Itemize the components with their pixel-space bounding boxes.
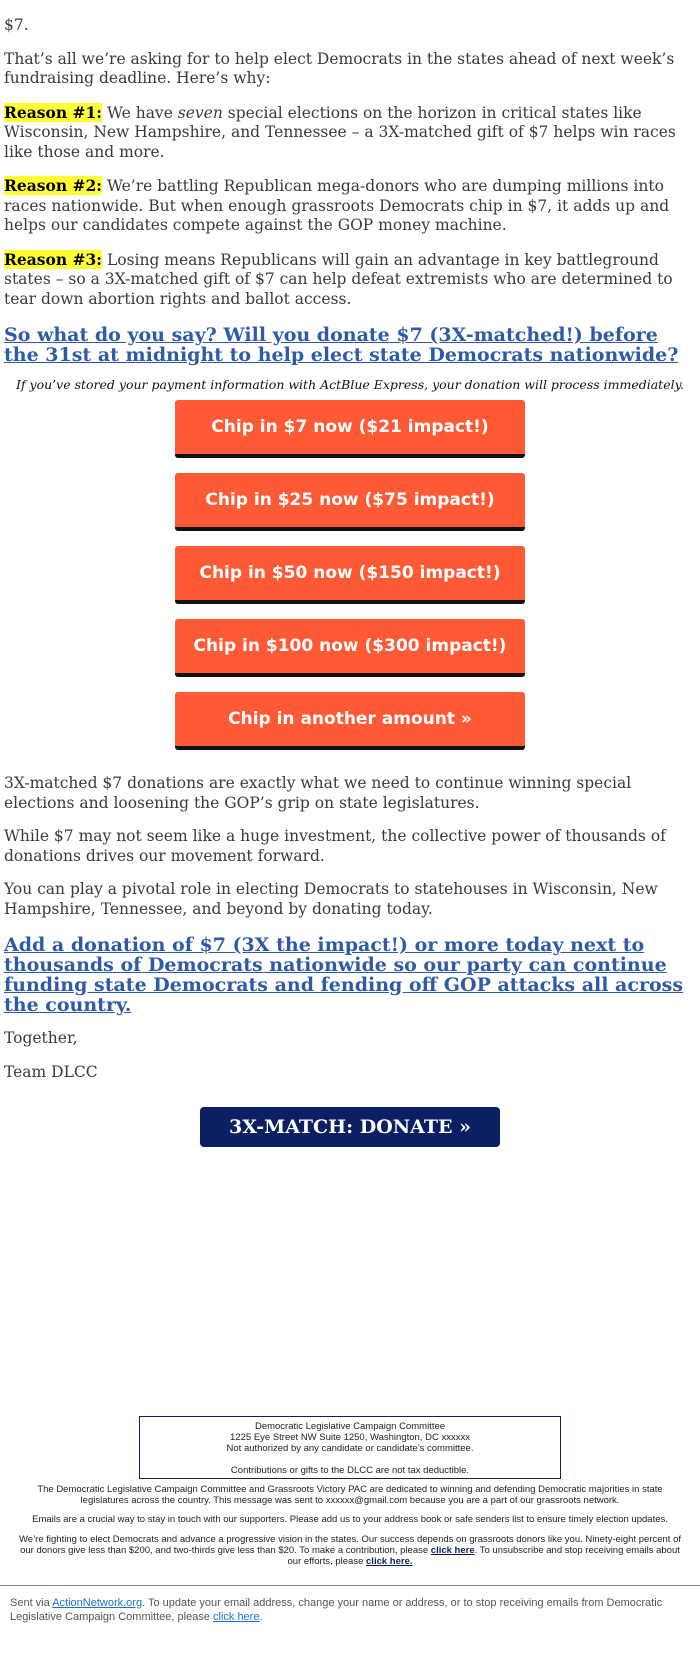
chip-in-50-button[interactable]: Chip in $50 now ($150 impact!): [175, 546, 525, 604]
signoff-team: Team DLCC: [4, 1062, 98, 1081]
reason-3-label: Reason #3:: [4, 249, 103, 269]
sent-via-text: [10, 1596, 690, 1624]
footer: [0, 1416, 700, 1624]
sent-via-end: .: [259, 1611, 263, 1623]
chip-in-25-button[interactable]: Chip in $25 now ($75 impact!): [175, 473, 525, 531]
donors-text-mid: . To unsubscribe and stop receiving emails about our efforts, please: [287, 1545, 680, 1567]
reason-1: [4, 103, 696, 163]
chip-in-7-button[interactable]: Chip in $7 now ($21 impact!): [175, 400, 525, 458]
sent-via-mid: . To update your email address, change your name or address, or to stop receiving emails from Democratic Legislative Campaign Committee, please: [10, 1597, 663, 1623]
tax-disclaimer: Contributions or gifts to the DLCC are not tax deductible.: [230, 1465, 470, 1476]
signoff-together: Together,: [4, 1029, 78, 1047]
contribute-click-here-link[interactable]: click here: [430, 1545, 475, 1556]
donate-link-secondary[interactable]: Add a donation of $7 (3X the impact!) or more today next to thousands of Democrats nationwide so our party can continue funding state Democrats and fending off GOP attacks all across the country.: [4, 934, 684, 1016]
intro-amount: $7.: [4, 16, 29, 34]
footer-divider: [0, 1585, 700, 1586]
donors-text-pre: We’re fighting to elect Democrats and advance a progressive vision in the states. Our success depends on grassroots donors like you. Ninety-eight percent of our donors give less than $200, and two-thirds give less than $20. To make a contribution, please: [18, 1534, 681, 1556]
reason-1-text-pre: We have: [102, 103, 178, 122]
safe-senders-text: Emails are a crucial way to stay in touch with our supporters. Please add us to your address book or safe senders list to ensure timely election updates.: [32, 1514, 668, 1525]
reason-1-label: Reason #1:: [4, 102, 103, 122]
actionnetwork-link[interactable]: ActionNetwork.org: [52, 1597, 143, 1609]
unsubscribe-click-here-link[interactable]: click here.: [366, 1556, 413, 1567]
main-donate-button[interactable]: 3X-MATCH: DONATE »: [200, 1107, 500, 1147]
reason-1-emphasis: seven: [177, 103, 223, 122]
authorization-disclaimer: Not authorized by any candidate or candidate’s committee.: [226, 1443, 474, 1454]
reason-2: [4, 176, 696, 236]
update-preferences-click-here-link[interactable]: click here: [213, 1611, 260, 1623]
address-box: [139, 1416, 561, 1479]
donate-button-group: [4, 400, 696, 765]
email-body: [0, 16, 700, 1147]
actblue-express-note: If you’ve stored your payment information with ActBlue Express, your donation will process immediately.: [16, 377, 684, 392]
mission-text: The Democratic Legislative Campaign Committee and Grassroots Victory PAC are dedicated to winning and defending Democratic majorities in state legislatures across the country. This message was sent to xxxxxx@gmail.com because you are a part of our grassroots network.: [37, 1484, 663, 1506]
donors-text: [14, 1534, 686, 1567]
reason-2-label: Reason #2:: [4, 176, 103, 195]
reason-2-text: We’re battling Republican mega-donors who are dumping millions into races nationwide. But when enough grassroots Democrats chip in $7, it adds up and helps our candidates compete against the GOP money machine.: [4, 177, 670, 234]
org-address: 1225 Eye Street NW Suite 1250, Washington, DC xxxxxx: [230, 1432, 470, 1443]
reason-1-text-post: special elections on the horizon in critical states like Wisconsin, New Hampshire, and Tennessee – a 3X-matched gift of $7 helps win races like those and more.: [4, 103, 676, 161]
reason-3: [4, 250, 696, 310]
reason-3-text: Losing means Republicans will gain an advantage in key battleground states – so a 3X-matched gift of $7 can help defeat extremists who are determined to tear down abortion rights and ballot access.: [4, 250, 673, 308]
sent-via-pre: Sent via: [10, 1597, 53, 1609]
chip-in-other-amount-button[interactable]: Chip in another amount »: [175, 692, 525, 750]
body-paragraph: While $7 may not seem like a huge investment, the collective power of thousands of donations drives our movement forward.: [4, 827, 666, 865]
donate-ask-link[interactable]: So what do you say? Will you donate $7 (3X-matched!) before the 31st at midnight to help elect state Democrats nationwide?: [4, 324, 679, 366]
intro-line: That’s all we’re asking for to help elect Democrats in the states ahead of next week’s fundraising deadline. Here’s why:: [4, 49, 675, 87]
chip-in-100-button[interactable]: Chip in $100 now ($300 impact!): [175, 619, 525, 677]
body-paragraph: 3X-matched $7 donations are exactly what we need to continue winning special elections and loosening the GOP’s grip on state legislatures.: [4, 774, 632, 812]
org-name: Democratic Legislative Campaign Committee: [254, 1421, 446, 1432]
body-paragraph: You can play a pivotal role in electing Democrats to statehouses in Wisconsin, New Hampshire, Tennessee, and beyond by donating today.: [4, 880, 658, 918]
